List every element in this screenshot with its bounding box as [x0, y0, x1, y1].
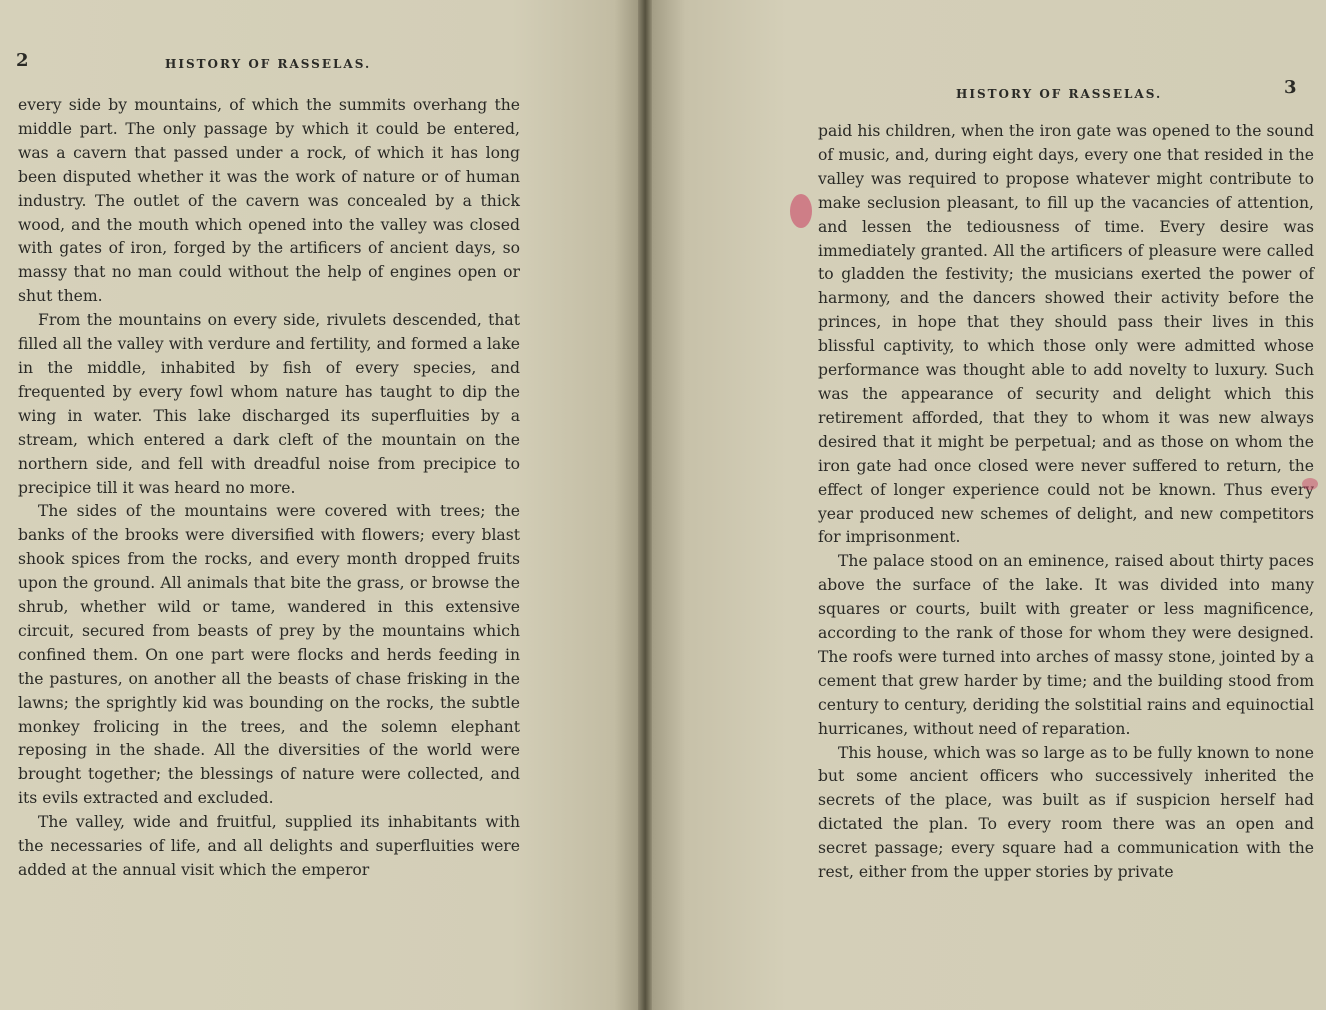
right-page-number: 3 [1284, 77, 1297, 98]
ink-stain-small [1302, 478, 1318, 490]
left-paragraph-3: The sides of the mountains were covered with trees; the banks of the brooks were diversified with flowers; every blast shook spices from the rocks, and every month dropped fruits upon the ground. All animals that bite the grass, or browse the shrub, whether wild or tame, wandered in this extensive circuit, secured from beasts of prey by the mountains which confined them. On one part were flocks and herds feeding in the pastures, on another all the beasts of chase frisking in the lawns; the sprightly kid was bounding on the rocks, the subtle monkey frolicing in the trees, and the solemn elephant reposing in the shade. All the diversities of the world were brought together; the blessings of nature were collected, and its evils extracted and excluded. [18, 502, 520, 808]
left-paragraph-1: every side by mountains, of which the summits overhang the middle part. The only passage by which it could be entered, was a cavern that passed under a rock, of which it has long been disputed whether it was the work of nature or of human industry. The outlet of the cavern was concealed by a thick wood, and the mouth which opened into the valley was closed with gates of iron, forged by the artificers of ancient days, so massy that no man could without the help of engines open or shut them. [18, 96, 520, 306]
left-running-head: HISTORY OF RASSELAS. [165, 57, 372, 71]
right-paragraph-1: paid his children, when the iron gate was opened to the sound of music, and, during eight days, every one that resided in the valley was required to propose whatever might contribute to make seclusion pleasant, to fill up the vacancies of attention, and lessen the tediousness of time. Every desire was immediately granted. All the artificers of pleasure were called to gladden the festivity; the musicians exerted the power of harmony, and the dancers showed their activity before the princes, in hope that they should pass their lives in this blissful captivity, to which those only were admitted whose performance was thought able to add novelty to luxury. Such was the appearance of security and delight which this retirement afforded, that they to whom it was new always desired that it might be perpetual; and as those on whom the iron gate had once closed were never suffered to return, the effect of longer experience could not be known. Thus every year produced new schemes of delight, and new competitors for imprisonment. [818, 122, 1314, 547]
left-paragraph-4: The valley, wide and fruitful, supplied its inhabitants with the necessaries of life, and all delights and superfluities were added at the annual visit which the emperor [18, 813, 520, 879]
right-running-head: HISTORY OF RASSELAS. [956, 87, 1163, 101]
right-paragraph-2: The palace stood on an eminence, raised about thirty paces above the surface of the lake. It was divided into many squares or courts, built with greater or less magnificence, according to the rank of those for whom they were designed. The roofs were turned into arches of massy stone, jointed by a cement that grew harder by time; and the building stood from century to century, deriding the solstitial rains and equinoctial hurricanes, without need of reparation. [818, 552, 1314, 738]
right-page-text [818, 120, 1314, 885]
left-page-number: 2 [16, 50, 29, 71]
right-page [652, 0, 1326, 1010]
ink-stain [790, 194, 812, 228]
left-page-text [18, 94, 520, 883]
left-paragraph-2: From the mountains on every side, rivulets descended, that filled all the valley with verdure and fertility, and formed a lake in the middle, inhabited by fish of every species, and frequented by every fowl whom nature has taught to dip the wing in water. This lake discharged its superfluities by a stream, which entered a dark cleft of the mountain on the northern side, and fell with dreadful noise from precipice to precipice till it was heard no more. [18, 311, 520, 497]
left-page [0, 0, 640, 1010]
right-paragraph-3: This house, which was so large as to be fully known to none but some ancient officers who successively inherited the secrets of the place, was built as if suspicion herself had dictated the plan. To every room there was an open and secret passage; every square had a communication with the rest, either from the upper stories by private [818, 743, 1314, 882]
